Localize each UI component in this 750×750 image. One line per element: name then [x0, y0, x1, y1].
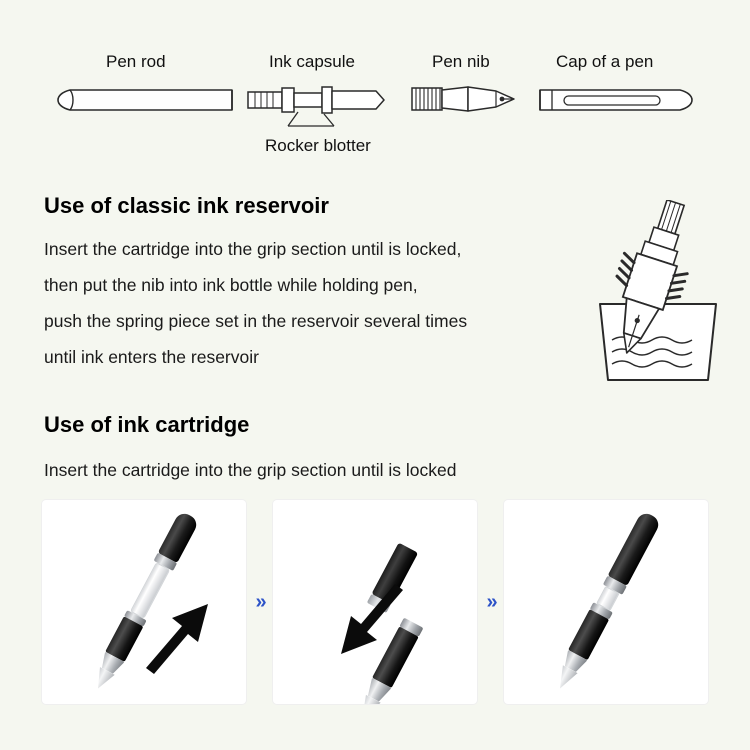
section-classic-ink-reservoir [44, 193, 604, 375]
cartridge-line-1: Insert the cartridge into the grip section until is locked [44, 460, 457, 480]
part-label-rocker-blotter: Rocker blotter [265, 136, 371, 155]
cartridge-steps-row [42, 500, 708, 704]
step-photo-3 [504, 500, 708, 704]
pen-nib-illustration [410, 82, 538, 118]
pen-rod-illustration [56, 82, 236, 118]
part-label-ink-capsule: Ink capsule [269, 52, 355, 71]
step-separator-2: » [486, 591, 495, 613]
part-label-cap-of-a-pen: Cap of a pen [556, 52, 654, 71]
step-photo-1 [42, 500, 246, 704]
part-label-pen-rod: Pen rod [106, 52, 166, 71]
classic-line-2: then put the nib into ink bottle while holding pen, [44, 275, 418, 295]
step-separator-1: » [255, 591, 264, 613]
classic-line-4: until ink enters the reservoir [44, 347, 259, 367]
classic-line-3: push the spring piece set in the reservoir several times [44, 311, 468, 331]
pen-cap-illustration [536, 82, 696, 118]
ink-capsule-illustration [246, 80, 396, 132]
ink-bottle-illustration [578, 200, 738, 385]
pen-parts-diagram [0, 0, 750, 175]
heading-ink-cartridge: Use of ink cartridge [44, 412, 250, 437]
section-ink-cartridge [44, 412, 644, 488]
arrow-icon-insert [138, 596, 218, 676]
classic-line-1: Insert the cartridge into the grip section until is locked, [44, 239, 462, 259]
heading-classic-ink-reservoir: Use of classic ink reservoir [44, 193, 329, 218]
part-label-pen-nib: Pen nib [432, 52, 490, 71]
step-photo-2 [273, 500, 477, 704]
arrow-icon-push [331, 578, 411, 658]
